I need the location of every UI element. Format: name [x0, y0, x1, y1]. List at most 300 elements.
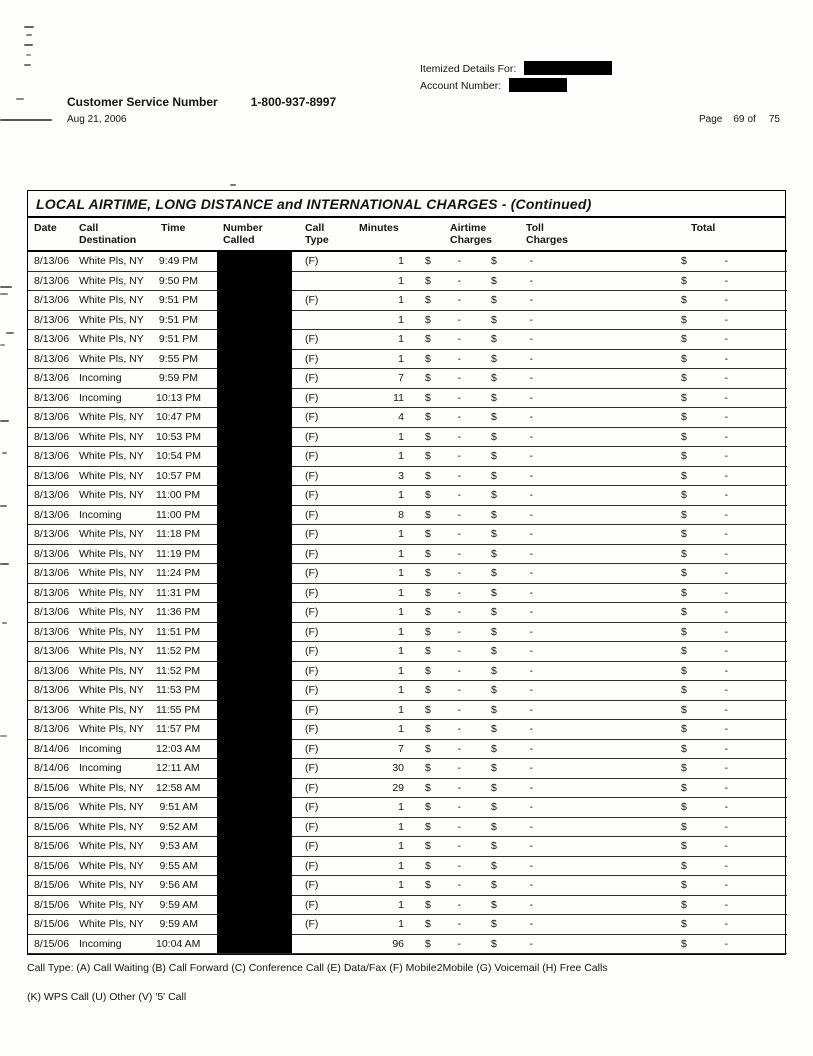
toll-charge: [478, 271, 561, 291]
page-total: 75: [768, 114, 780, 125]
currency-symbol: $: [425, 430, 431, 443]
call-date: 8/15/06: [28, 856, 76, 876]
airtime-charge: [412, 408, 478, 428]
charge-value: -: [457, 586, 461, 599]
call-time: 10:13 PM: [156, 388, 214, 408]
call-row: [28, 271, 787, 291]
call-date: 8/13/06: [28, 271, 76, 291]
call-date: 8/15/06: [28, 817, 76, 837]
total-charge: [561, 603, 787, 623]
call-minutes: 1: [350, 856, 412, 876]
toll-charge: [478, 778, 561, 798]
customer-service-line: [67, 95, 336, 109]
call-destination: Incoming: [76, 759, 156, 779]
currency-symbol: $: [681, 742, 687, 755]
currency-symbol: $: [681, 918, 687, 930]
call-time: 11:19 PM: [156, 544, 214, 564]
currency-symbol: $: [425, 918, 431, 930]
call-destination: White Pls, NY: [76, 817, 156, 837]
call-destination: White Pls, NY: [76, 544, 156, 564]
call-type: (F): [300, 525, 350, 545]
charge-value: -: [457, 274, 461, 287]
currency-symbol: $: [425, 606, 431, 618]
call-minutes: 1: [350, 798, 412, 818]
charge-value: -: [529, 391, 533, 404]
airtime-charge: [412, 681, 478, 701]
call-type: (F): [300, 486, 350, 506]
call-type: (F): [300, 349, 350, 369]
scan-artifact: [230, 184, 236, 186]
currency-symbol: $: [491, 333, 497, 345]
charge-value: -: [529, 859, 533, 872]
currency-symbol: $: [491, 255, 497, 267]
call-row: [28, 817, 787, 837]
charge-value: -: [529, 430, 533, 443]
call-time: 9:49 PM: [156, 251, 214, 271]
total-charge: [561, 330, 787, 350]
call-date: 8/15/06: [28, 798, 76, 818]
airtime-charge: [412, 720, 478, 740]
call-time: 11:52 PM: [156, 661, 214, 681]
currency-symbol: $: [681, 645, 687, 657]
toll-charge: [478, 251, 561, 271]
toll-charge: [478, 466, 561, 486]
charge-value: -: [457, 918, 461, 930]
toll-charge: [478, 681, 561, 701]
call-type: (F): [300, 856, 350, 876]
call-minutes: 1: [350, 291, 412, 311]
airtime-charge: [412, 934, 478, 954]
charge-value: -: [529, 372, 533, 384]
currency-symbol: $: [425, 703, 431, 716]
column-header-call-type: Call Type: [300, 218, 350, 251]
footnotes: [27, 962, 608, 1003]
call-date: 8/13/06: [28, 388, 76, 408]
call-date: 8/13/06: [28, 369, 76, 389]
call-date: 8/13/06: [28, 603, 76, 623]
charge-value: -: [457, 859, 461, 872]
currency-symbol: $: [491, 469, 497, 482]
charge-value: -: [529, 469, 533, 482]
call-row: [28, 700, 787, 720]
total-charge: [561, 583, 787, 603]
call-row: [28, 427, 787, 447]
currency-symbol: $: [681, 469, 687, 482]
scan-artifact: [0, 420, 9, 422]
toll-charge: [478, 427, 561, 447]
scan-artifact: [0, 505, 7, 507]
currency-symbol: $: [425, 450, 431, 462]
page-label: Page: [699, 114, 723, 125]
charge-value: -: [529, 411, 533, 423]
currency-symbol: $: [681, 294, 687, 306]
call-type: (F): [300, 388, 350, 408]
currency-symbol: $: [681, 723, 687, 735]
call-row: [28, 642, 787, 662]
toll-charge: [478, 915, 561, 935]
toll-charge: [478, 642, 561, 662]
call-time: 11:57 PM: [156, 720, 214, 740]
call-destination: White Pls, NY: [76, 895, 156, 915]
airtime-charge: [412, 603, 478, 623]
charge-value: -: [457, 255, 461, 267]
call-destination: White Pls, NY: [76, 622, 156, 642]
currency-symbol: $: [425, 762, 431, 774]
total-charge: [561, 544, 787, 564]
charge-value: -: [529, 567, 533, 579]
charge-value: -: [724, 567, 728, 579]
customer-service-number: 1-800-937-8997: [250, 95, 337, 109]
total-charge: [561, 915, 787, 935]
scan-artifact: [0, 563, 9, 565]
currency-symbol: $: [425, 313, 431, 326]
call-destination: White Pls, NY: [76, 720, 156, 740]
scan-artifact: [2, 622, 7, 624]
charge-value: -: [724, 937, 728, 950]
toll-charge: [478, 310, 561, 330]
call-row: [28, 388, 787, 408]
airtime-charge: [412, 564, 478, 584]
toll-charge: [478, 583, 561, 603]
toll-charge: [478, 388, 561, 408]
call-destination: White Pls, NY: [76, 837, 156, 857]
call-minutes: 96: [350, 934, 412, 954]
call-type: (F): [300, 817, 350, 837]
column-header-minutes: Minutes: [350, 218, 412, 251]
call-destination: White Pls, NY: [76, 564, 156, 584]
toll-charge: [478, 330, 561, 350]
currency-symbol: $: [491, 508, 497, 521]
currency-symbol: $: [681, 450, 687, 462]
currency-symbol: $: [491, 918, 497, 930]
scan-artifact: [26, 34, 32, 36]
call-time: 11:00 PM: [156, 486, 214, 506]
toll-charge: [478, 876, 561, 896]
charge-value: -: [724, 898, 728, 911]
airtime-charge: [412, 895, 478, 915]
currency-symbol: $: [681, 547, 687, 560]
call-time: 11:24 PM: [156, 564, 214, 584]
currency-symbol: $: [681, 255, 687, 267]
redaction-bar-customer-name: [524, 61, 612, 75]
call-minutes: 1: [350, 681, 412, 701]
total-charge: [561, 681, 787, 701]
currency-symbol: $: [491, 898, 497, 911]
call-date: 8/13/06: [28, 349, 76, 369]
call-date: 8/14/06: [28, 739, 76, 759]
currency-symbol: $: [491, 723, 497, 735]
currency-symbol: $: [681, 508, 687, 521]
currency-symbol: $: [491, 274, 497, 287]
charge-value: -: [457, 684, 461, 696]
airtime-charge: [412, 642, 478, 662]
call-minutes: 1: [350, 486, 412, 506]
call-date: 8/13/06: [28, 251, 76, 271]
currency-symbol: $: [681, 684, 687, 696]
airtime-charge: [412, 369, 478, 389]
charge-value: -: [724, 294, 728, 306]
total-charge: [561, 388, 787, 408]
call-row: [28, 564, 787, 584]
charge-value: -: [457, 352, 461, 365]
call-destination: Incoming: [76, 505, 156, 525]
call-type: (F): [300, 330, 350, 350]
charge-value: -: [724, 547, 728, 560]
call-type: (F): [300, 661, 350, 681]
call-date: 8/13/06: [28, 466, 76, 486]
call-time: 11:18 PM: [156, 525, 214, 545]
toll-charge: [478, 622, 561, 642]
total-charge: [561, 486, 787, 506]
charge-value: -: [724, 450, 728, 462]
currency-symbol: $: [681, 430, 687, 443]
call-type: (F): [300, 251, 350, 271]
total-charge: [561, 895, 787, 915]
charge-value: -: [457, 742, 461, 755]
currency-symbol: $: [425, 255, 431, 267]
charge-value: -: [724, 801, 728, 813]
charge-value: -: [724, 333, 728, 345]
charge-value: -: [529, 352, 533, 365]
toll-charge: [478, 934, 561, 954]
charge-value: -: [724, 430, 728, 443]
call-destination: White Pls, NY: [76, 330, 156, 350]
airtime-charge: [412, 759, 478, 779]
call-type: (F): [300, 447, 350, 467]
currency-symbol: $: [491, 645, 497, 657]
charge-value: -: [724, 352, 728, 365]
charge-value: -: [529, 547, 533, 560]
call-minutes: 1: [350, 837, 412, 857]
scan-artifact: [24, 44, 33, 46]
scan-artifact: [24, 64, 31, 66]
currency-symbol: $: [681, 898, 687, 911]
charge-value: -: [457, 840, 461, 852]
charge-value: -: [724, 372, 728, 384]
call-row: [28, 349, 787, 369]
call-time: 9:51 PM: [156, 291, 214, 311]
call-date: 8/13/06: [28, 408, 76, 428]
page-current: 69: [733, 114, 745, 125]
call-time: 9:59 AM: [156, 895, 214, 915]
airtime-charge: [412, 291, 478, 311]
total-charge: [561, 720, 787, 740]
call-destination: White Pls, NY: [76, 856, 156, 876]
currency-symbol: $: [425, 645, 431, 657]
call-date: 8/13/06: [28, 583, 76, 603]
call-minutes: 1: [350, 349, 412, 369]
total-charge: [561, 934, 787, 954]
total-charge: [561, 642, 787, 662]
call-destination: White Pls, NY: [76, 915, 156, 935]
call-date: 8/15/06: [28, 915, 76, 935]
call-time: 11:52 PM: [156, 642, 214, 662]
charge-value: -: [529, 294, 533, 306]
call-detail-table: [28, 218, 787, 954]
total-charge: [561, 700, 787, 720]
currency-symbol: $: [681, 333, 687, 345]
currency-symbol: $: [425, 840, 431, 852]
call-date: 8/15/06: [28, 778, 76, 798]
call-time: 9:51 AM: [156, 798, 214, 818]
airtime-charge: [412, 251, 478, 271]
airtime-charge: [412, 876, 478, 896]
call-date: 8/14/06: [28, 759, 76, 779]
charge-value: -: [457, 528, 461, 540]
scan-artifact: [0, 735, 7, 737]
charge-value: -: [529, 489, 533, 501]
charge-value: -: [457, 606, 461, 618]
total-charge: [561, 739, 787, 759]
call-date: 8/13/06: [28, 505, 76, 525]
charge-value: -: [457, 898, 461, 911]
call-type: [300, 271, 350, 291]
call-date: 8/13/06: [28, 486, 76, 506]
currency-symbol: $: [425, 937, 431, 950]
currency-symbol: $: [491, 684, 497, 696]
call-type: (F): [300, 564, 350, 584]
total-charge: [561, 427, 787, 447]
call-time: 10:47 PM: [156, 408, 214, 428]
call-date: 8/13/06: [28, 622, 76, 642]
call-time: 11:31 PM: [156, 583, 214, 603]
call-minutes: 7: [350, 739, 412, 759]
currency-symbol: $: [425, 274, 431, 287]
call-row: [28, 856, 787, 876]
charge-value: -: [529, 255, 533, 267]
charge-value: -: [529, 606, 533, 618]
charge-value: -: [457, 294, 461, 306]
call-type-legend-line-2: (K) WPS Call (U) Other (V) '5' Call: [27, 991, 187, 1003]
currency-symbol: $: [681, 606, 687, 618]
account-header: [420, 61, 612, 95]
charge-value: -: [724, 255, 728, 267]
charge-value: -: [529, 625, 533, 638]
call-minutes: 30: [350, 759, 412, 779]
scan-artifact: [2, 452, 7, 454]
call-date: 8/15/06: [28, 837, 76, 857]
charge-value: -: [724, 879, 728, 891]
call-time: 10:54 PM: [156, 447, 214, 467]
call-minutes: 1: [350, 525, 412, 545]
call-date: 8/13/06: [28, 427, 76, 447]
call-type: (F): [300, 915, 350, 935]
call-minutes: 1: [350, 720, 412, 740]
call-minutes: 1: [350, 447, 412, 467]
call-minutes: 1: [350, 330, 412, 350]
charge-value: -: [457, 820, 461, 833]
airtime-charge: [412, 837, 478, 857]
charge-value: -: [457, 391, 461, 404]
currency-symbol: $: [681, 762, 687, 774]
call-type: (F): [300, 427, 350, 447]
call-row: [28, 583, 787, 603]
call-minutes: 3: [350, 466, 412, 486]
charge-value: -: [529, 820, 533, 833]
currency-symbol: $: [425, 372, 431, 384]
call-date: 8/13/06: [28, 564, 76, 584]
airtime-charge: [412, 505, 478, 525]
charge-value: -: [457, 450, 461, 462]
total-charge: [561, 408, 787, 428]
call-time: 12:03 AM: [156, 739, 214, 759]
call-type: [300, 310, 350, 330]
charge-value: -: [724, 469, 728, 482]
total-charge: [561, 525, 787, 545]
airtime-charge: [412, 310, 478, 330]
statement-date: Aug 21, 2006: [67, 114, 127, 125]
call-type: (F): [300, 603, 350, 623]
call-destination: Incoming: [76, 369, 156, 389]
airtime-charge: [412, 330, 478, 350]
call-time: 9:51 PM: [156, 330, 214, 350]
call-type: (F): [300, 700, 350, 720]
redaction-bar-account-number: [509, 78, 567, 92]
call-type: (F): [300, 583, 350, 603]
toll-charge: [478, 505, 561, 525]
call-minutes: 1: [350, 427, 412, 447]
currency-symbol: $: [491, 664, 497, 677]
call-date: 8/15/06: [28, 934, 76, 954]
currency-symbol: $: [681, 274, 687, 287]
charge-value: -: [529, 723, 533, 735]
currency-symbol: $: [681, 664, 687, 677]
currency-symbol: $: [681, 879, 687, 891]
currency-symbol: $: [491, 430, 497, 443]
toll-charge: [478, 603, 561, 623]
total-charge: [561, 564, 787, 584]
currency-symbol: $: [491, 703, 497, 716]
scan-artifact: [6, 332, 14, 334]
column-header-date: Date: [28, 218, 76, 251]
call-type: (F): [300, 798, 350, 818]
charge-value: -: [457, 762, 461, 774]
currency-symbol: $: [681, 625, 687, 638]
currency-symbol: $: [681, 781, 687, 794]
call-time: 9:56 AM: [156, 876, 214, 896]
currency-symbol: $: [681, 859, 687, 872]
total-charge: [561, 466, 787, 486]
currency-symbol: $: [425, 508, 431, 521]
charge-value: -: [457, 664, 461, 677]
charge-value: -: [529, 840, 533, 852]
charge-value: -: [529, 898, 533, 911]
currency-symbol: $: [425, 820, 431, 833]
total-charge: [561, 505, 787, 525]
call-time: 12:11 AM: [156, 759, 214, 779]
charge-value: -: [457, 645, 461, 657]
call-time: 9:53 AM: [156, 837, 214, 857]
call-destination: White Pls, NY: [76, 466, 156, 486]
charge-value: -: [457, 879, 461, 891]
call-type: (F): [300, 642, 350, 662]
charges-table: [27, 190, 786, 955]
call-minutes: 11: [350, 388, 412, 408]
charge-value: -: [724, 586, 728, 599]
charge-value: -: [724, 391, 728, 404]
charge-value: -: [457, 313, 461, 326]
charge-value: -: [457, 372, 461, 384]
charge-value: -: [529, 313, 533, 326]
call-destination: White Pls, NY: [76, 525, 156, 545]
toll-charge: [478, 895, 561, 915]
call-row: [28, 778, 787, 798]
call-row: [28, 525, 787, 545]
call-time: 11:36 PM: [156, 603, 214, 623]
currency-symbol: $: [681, 840, 687, 852]
call-time: 11:51 PM: [156, 622, 214, 642]
toll-charge: [478, 739, 561, 759]
